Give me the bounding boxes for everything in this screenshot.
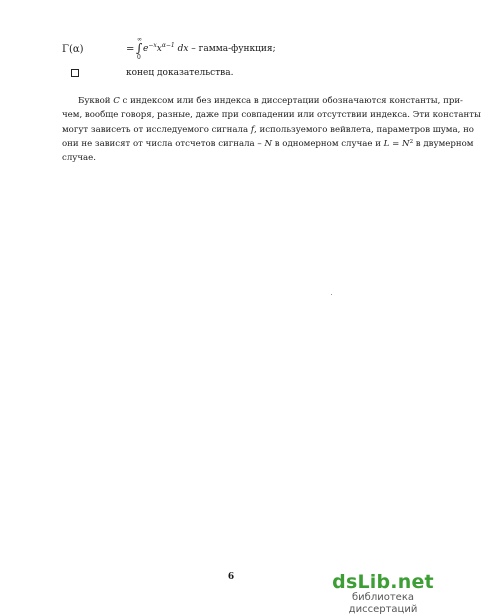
paragraph-line (62, 94, 463, 108)
dslib-watermark[interactable] (330, 572, 436, 616)
integral-upper-limit: ∞ (137, 36, 142, 43)
integral-lower-limit: 0 (137, 54, 141, 61)
math-symbol-n: N (402, 138, 410, 149)
integrand-exponent-1: −x (148, 42, 157, 49)
watermark-logo[interactable]: dsLib.net (332, 571, 434, 593)
qed-description: конец доказательства. (126, 68, 234, 78)
text-fragment: они не зависят от числа отсчетов сигнала – (62, 138, 265, 149)
constants-paragraph (62, 94, 481, 165)
math-n-squared (402, 139, 413, 149)
math-symbol-n: N (264, 138, 272, 149)
paragraph-line (62, 123, 474, 137)
paragraph-line (62, 137, 474, 151)
gamma-symbol: Γ(α) (62, 44, 84, 55)
watermark-tagline: библиотека диссертаций (348, 592, 418, 615)
text-fragment: с индексом или без индекса в диссертации обозначаются константы, при- (119, 96, 463, 106)
scan-speck (331, 294, 332, 295)
text-fragment: в одномерном случае и (271, 138, 384, 149)
paragraph-line: чем, вообще говоря, разные, даже при совпадении или отсутствии индекса. Эти константы (62, 110, 481, 121)
integrand-base: e (143, 44, 149, 54)
integrand-differential: dx (174, 44, 189, 54)
math-symbol-c: C (113, 96, 120, 106)
integral-sign: ∫ (136, 41, 143, 55)
text-fragment: в двумерном (413, 138, 474, 149)
text-fragment: могут зависеть от исследуемого сигнала (62, 124, 251, 135)
text-fragment: Буквой (78, 96, 114, 106)
gamma-formula (143, 44, 276, 55)
math-symbol-f: f (250, 124, 254, 135)
math-exponent: 2 (409, 138, 414, 145)
integrand-variable: x (156, 44, 162, 54)
qed-square-icon (71, 69, 79, 77)
text-fragment: , используемого вейвлета, параметров шума, но (254, 124, 474, 135)
gamma-description: – гамма-функция; (188, 44, 276, 54)
integrand-exponent-2: α−1 (161, 42, 175, 49)
equals-sign: = (126, 44, 135, 55)
page-number: 6 (227, 572, 235, 582)
math-equals: = (389, 138, 403, 149)
math-symbol-l: L (383, 138, 390, 149)
paragraph-line: случае. (62, 153, 96, 164)
